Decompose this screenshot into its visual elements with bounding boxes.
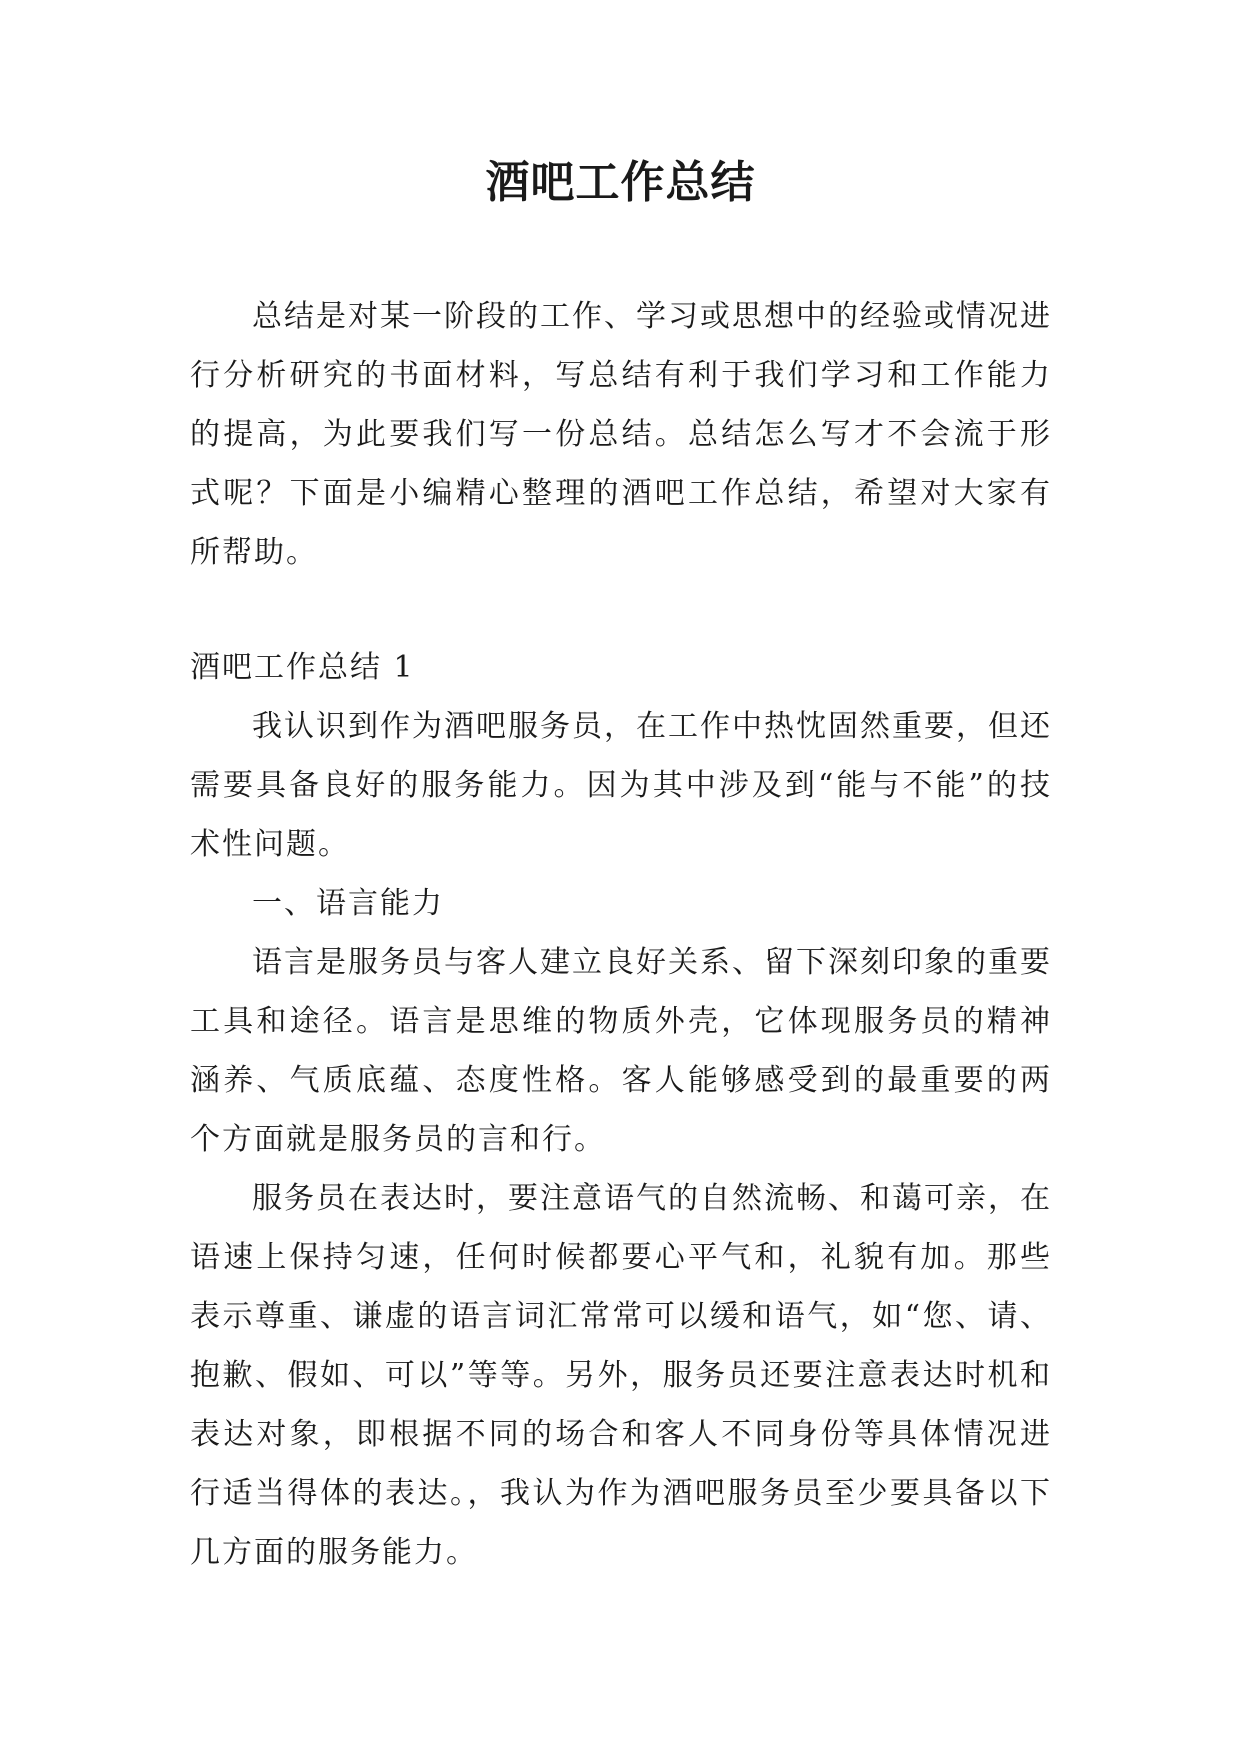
subheading-language-ability: 一、语言能力 <box>252 886 444 921</box>
section-title: 酒吧工作总结 1 <box>190 650 415 685</box>
body-paragraph-2: 语言是服务员与客人建立良好关系、留下深刻印象的重要工具和途径。语言是思维的物质外壳，它体现服务员的精神涵养、气质底蕴、态度性格。客人能够感受到的最重要的两个方面就是服务员的言和行。 <box>190 945 1052 1157</box>
body-paragraph-1: 我认识到作为酒吧服务员，在工作中热忱固然重要，但还需要具备良好的服务能力。因为其中涉及到“能与不能”的技术性问题。 <box>190 709 1052 862</box>
intro-paragraph: 总结是对某一阶段的工作、学习或思想中的经验或情况进行分析研究的书面材料，写总结有利于我们学习和工作能力的提高，为此要我们写一份总结。总结怎么写才不会流于形式呢？下面是小编精心整理的酒吧工作总结，希望对大家有所帮助。 <box>190 299 1052 570</box>
document-body <box>190 287 1052 1582</box>
document-title: 酒吧工作总结 <box>485 157 756 208</box>
spacer <box>190 582 1052 638</box>
body-paragraph-3: 服务员在表达时，要注意语气的自然流畅、和蔼可亲，在语速上保持匀速，任何时候都要心平气和，礼貌有加。那些表示尊重、谦虚的语言词汇常常可以缓和语气，如“您、请、抱歉、假如、可以”等等。另外，服务员还要注意表达时机和表达对象，即根据不同的场合和客人不同身份等具体情况进行适当得体的表达。，我认为作为酒吧服务员至少要具备以下几方面的服务能力。 <box>190 1181 1052 1570</box>
